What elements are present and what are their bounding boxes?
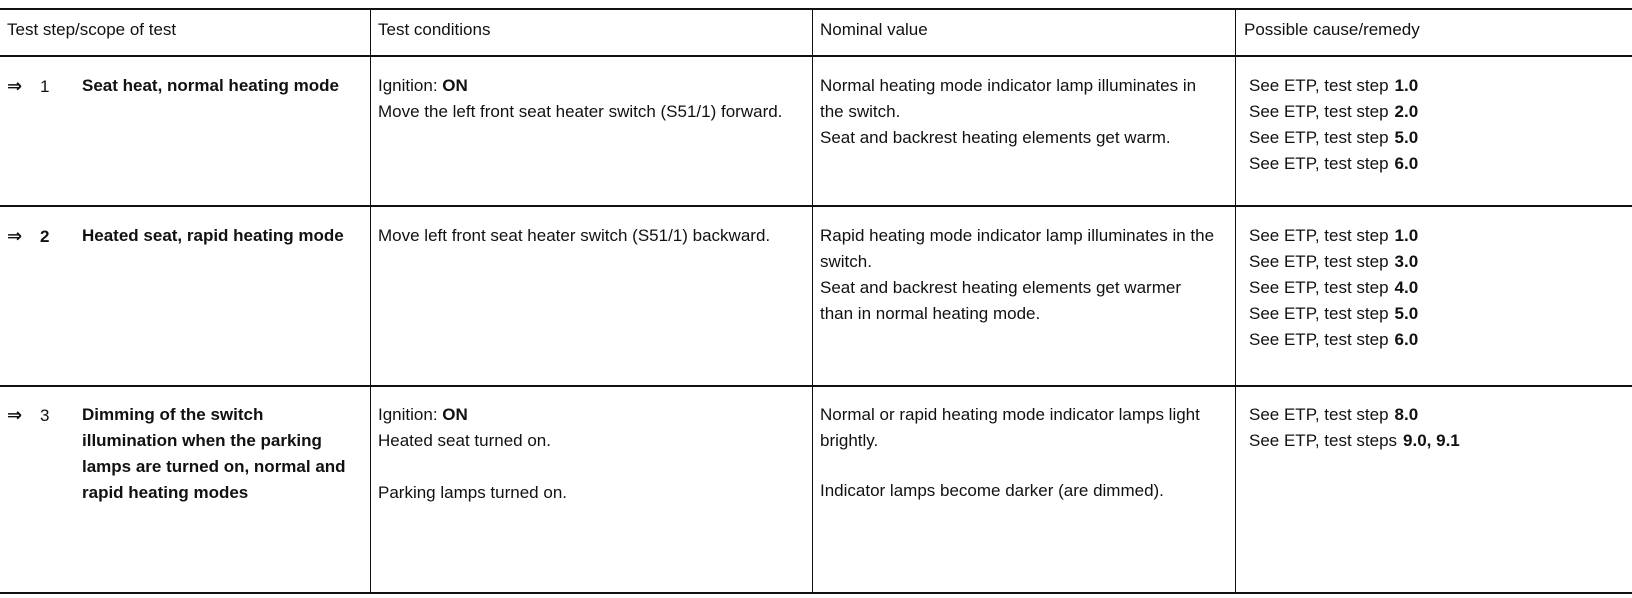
remedy-item — [1249, 402, 1460, 428]
remedy-value: 9.0, 9.1 — [1403, 431, 1460, 450]
remedy-list — [1249, 223, 1418, 353]
nominal-line: Indicator lamps become darker (are dimmed). — [820, 481, 1164, 500]
step-number: 1 — [40, 77, 50, 96]
nominal-value — [820, 223, 1215, 327]
remedy-item — [1249, 275, 1418, 301]
remedy-text: See ETP, test step — [1249, 405, 1389, 424]
remedy-item — [1249, 249, 1418, 275]
header-nominal: Nominal value — [820, 20, 928, 39]
table-top-rule — [0, 8, 1632, 10]
remedy-value: 8.0 — [1394, 405, 1419, 424]
header-conditions: Test conditions — [378, 20, 491, 39]
header-step: Test step/scope of test — [7, 20, 177, 39]
nominal-line: Rapid heating mode indicator lamp illuminates in the switch. — [820, 226, 1215, 271]
remedy-text: See ETP, test step — [1249, 226, 1389, 245]
row2-bottom-rule — [0, 385, 1632, 387]
condition-value: ON — [442, 76, 468, 95]
remedy-item — [1249, 301, 1418, 327]
condition-label: Heated seat turned on. — [378, 431, 551, 450]
condition-label: Ignition: — [378, 76, 443, 95]
remedy-text: See ETP, test step — [1249, 128, 1389, 147]
remedy-text: See ETP, test step — [1249, 102, 1389, 121]
step-number: 3 — [40, 406, 50, 425]
nominal-line: Normal heating mode indicator lamp illuminates in the switch. — [820, 76, 1197, 121]
remedy-value: 1.0 — [1394, 226, 1419, 245]
row1-bottom-rule — [0, 205, 1632, 207]
step-scope: Seat heat, normal heating mode — [82, 76, 339, 95]
remedy-item — [1249, 327, 1418, 353]
step-scope: Dimming of the switch illumination when the parking lamps are turned on, normal and rapid heating modes — [82, 405, 346, 502]
remedy-value: 6.0 — [1394, 330, 1419, 349]
arrow-icon: ⇒ — [7, 76, 23, 96]
remedy-item — [1249, 73, 1418, 99]
remedy-list — [1249, 402, 1460, 454]
condition-label: Move the left front seat heater switch (S51/1) forward. — [378, 102, 783, 121]
remedy-value: 5.0 — [1394, 304, 1419, 323]
remedy-value: 6.0 — [1394, 154, 1419, 173]
table-bottom-rule — [0, 592, 1632, 594]
header-bottom-rule — [0, 55, 1632, 57]
col-divider-1 — [370, 8, 371, 594]
step-scope: Heated seat, rapid heating mode — [82, 226, 344, 245]
test-conditions — [378, 73, 808, 125]
remedy-text: See ETP, test step — [1249, 76, 1389, 95]
remedy-text: See ETP, test step — [1249, 304, 1389, 323]
condition-label: Move left front seat heater switch (S51/1) backward. — [378, 226, 771, 245]
nominal-value — [820, 402, 1200, 504]
remedy-text: See ETP, test step — [1249, 252, 1389, 271]
remedy-item — [1249, 99, 1418, 125]
condition-label: Parking lamps turned on. — [378, 483, 567, 502]
remedy-item — [1249, 151, 1418, 177]
remedy-text: See ETP, test step — [1249, 278, 1389, 297]
arrow-icon: ⇒ — [7, 226, 23, 246]
nominal-value — [820, 73, 1215, 151]
remedy-value: 4.0 — [1394, 278, 1419, 297]
remedy-value: 3.0 — [1394, 252, 1419, 271]
nominal-line: Seat and backrest heating elements get warm. — [820, 128, 1171, 147]
col-divider-3 — [1235, 8, 1236, 594]
header-remedy: Possible cause/remedy — [1244, 20, 1420, 39]
remedy-value: 5.0 — [1394, 128, 1419, 147]
remedy-item — [1249, 223, 1418, 249]
remedy-text: See ETP, test step — [1249, 154, 1389, 173]
test-conditions — [378, 402, 808, 506]
remedy-item — [1249, 428, 1460, 454]
arrow-icon: ⇒ — [7, 405, 23, 425]
remedy-text: See ETP, test steps — [1249, 431, 1398, 450]
test-conditions — [378, 223, 808, 249]
remedy-value: 2.0 — [1394, 102, 1419, 121]
nominal-line: Seat and backrest heating elements get warmer than in normal heating mode. — [820, 278, 1181, 323]
condition-label: Ignition: — [378, 405, 443, 424]
remedy-item — [1249, 125, 1418, 151]
col-divider-2 — [812, 8, 813, 594]
nominal-line: Normal or rapid heating mode indicator lamps light brightly. — [820, 405, 1200, 450]
remedy-value: 1.0 — [1394, 76, 1419, 95]
remedy-list — [1249, 73, 1418, 177]
remedy-text: See ETP, test step — [1249, 330, 1389, 349]
condition-value: ON — [442, 405, 468, 424]
step-number: 2 — [40, 227, 50, 246]
